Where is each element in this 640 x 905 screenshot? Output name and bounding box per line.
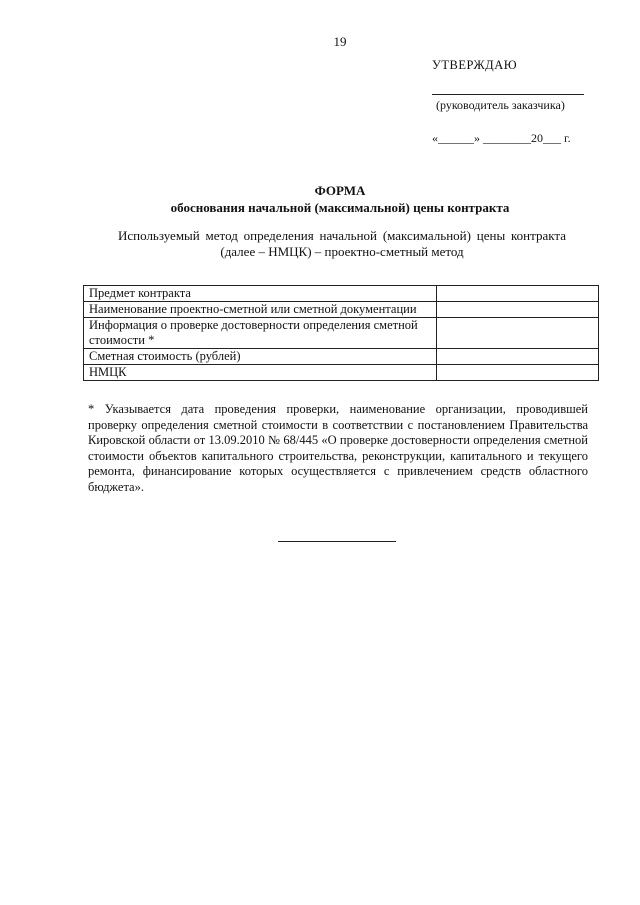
row-value: [437, 318, 599, 349]
table-row: [84, 286, 599, 302]
row-label: НМЦК: [84, 365, 437, 381]
signature-line: [432, 93, 584, 95]
footnote: * Указывается дата проведения проверки, наименование организации, проводившей проверку определения сметной стоимости в соответствии с постановлением Правительства Кировской области от 13.09.2010 № 68/445 «О проверке достоверности определения сметной стоимости объектов капитального строительства, реконструкции, капитального и текущего ремонта, финансирование которых осуществляется с привлечением средств областного бюджета».: [88, 402, 588, 494]
table-row: [84, 318, 599, 349]
approval-title: УТВЕРЖДАЮ: [432, 58, 518, 72]
form-title-line2: обоснования начальной (максимальной) цены контракта: [170, 200, 510, 215]
row-value: [437, 365, 599, 381]
row-value: [437, 349, 599, 365]
approval-block: [432, 58, 592, 146]
row-value: [437, 302, 599, 318]
page-number: 19: [333, 34, 347, 49]
approval-date-line: «______» ________20___ г.: [432, 131, 571, 145]
table-row: [84, 349, 599, 365]
table-row: [84, 365, 599, 381]
form-title: [0, 182, 640, 216]
row-label: Предмет контракта: [84, 286, 437, 302]
end-divider: [278, 541, 396, 542]
form-title-line1: ФОРМА: [314, 183, 366, 198]
row-value: [437, 286, 599, 302]
row-label: Сметная стоимость (рублей): [84, 349, 437, 365]
row-label: Информация о проверке достоверности определения сметной стоимости *: [84, 318, 437, 349]
method-text: Используемый метод определения начальной (максимальной) цены контракта (далее – НМЦК) – проектно-сметный метод: [118, 228, 566, 259]
table-row: [84, 302, 599, 318]
row-label: Наименование проектно-сметной или сметной документации: [84, 302, 437, 318]
signer-caption: (руководитель заказчика): [436, 98, 565, 112]
contract-table: [83, 285, 599, 381]
